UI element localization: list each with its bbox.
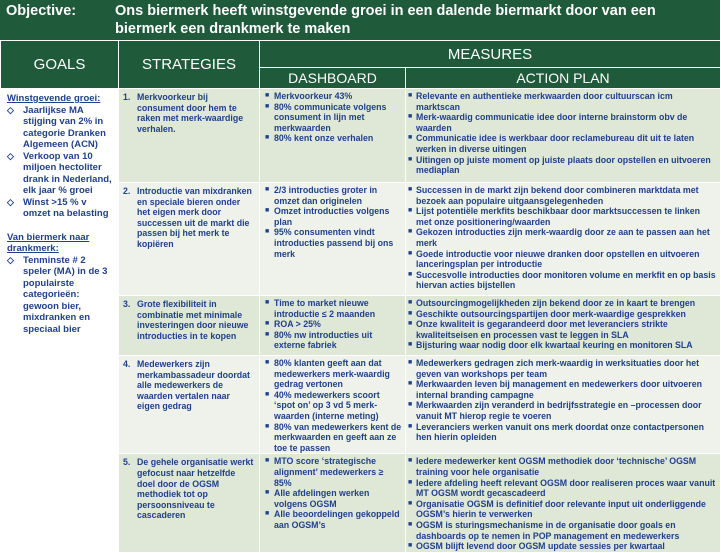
strategy-cell: 3. Grote flexibiliteit in combinatie met minimale investeringen door nieuwe introducties in te kopen [119, 296, 260, 356]
goal-item: ◇ Tenminste # 2 speler (MA) in de 3 populairste categorieën: gewoon bier, mixdranken en speciaal bier [7, 254, 108, 335]
dashboard-cell [260, 296, 406, 356]
strategy-cell: 1. Merkvoorkeur bij consument door hem te raken met merk-waardige verhalen. [119, 89, 260, 183]
bullet-icon: ■ [408, 92, 413, 99]
strategy-cell: 4. Medewerkers zijn merkambassadeur doordat alle medewerkers de waarden vertalen naar eigen gedrag [119, 356, 260, 454]
action-item: ■ Iedere afdeling heeft relevant OGSM door realiseren proces waar vanuit MT OGSM wordt gecascadeerd [408, 477, 716, 499]
bullet-icon: ■ [408, 186, 413, 193]
diamond-icon: ◇ [7, 150, 14, 161]
diamond-icon: ◇ [7, 196, 14, 207]
bullet-icon: ■ [265, 359, 270, 366]
bullet-icon: ■ [408, 457, 413, 465]
dashboard-cell [260, 89, 406, 183]
action-item: ■ OGSM blijft levend door OGSM update sessies per kwartaal [408, 541, 665, 552]
dashboard-item: ■ 80% kent onze verhalen [265, 133, 374, 144]
bullet-icon: ■ [408, 359, 413, 366]
action-item: ■ Iedere medewerker kent OGSM methodiek door ‘technische’ OGSM training voor hele organisatie [408, 456, 697, 477]
header-measures: MEASURES [260, 41, 721, 68]
goal-item: ◇ Verkoop van 10 miljoen hectoliter drank in Nederland, elk jaar % groei [7, 150, 112, 196]
action-item: ■ Merk-waardig communicatie idee door interne brainstorm obv de waarden [408, 112, 688, 133]
goal-group-title: Winstgevende groei: [7, 93, 101, 104]
action-item: ■ Uitingen op juiste moment op juiste plaats door opstellen en uitvoeren mediaplan [408, 154, 711, 176]
dashboard-item: ■ MTO score ‘strategische alignment’ medewerkers ≥ 85% [265, 456, 384, 488]
diamond-icon: ◇ [7, 254, 14, 265]
bullet-icon: ■ [408, 113, 413, 121]
bullet-icon: ■ [265, 186, 270, 193]
bullet-icon: ■ [408, 320, 413, 328]
bullet-icon: ■ [408, 542, 413, 550]
goal-item: ◇ Winst >15 % v omzet na belasting [7, 196, 109, 219]
bullet-icon: ■ [265, 299, 270, 306]
bullet-icon: ■ [265, 330, 270, 338]
bullet-icon: ■ [408, 309, 413, 317]
bullet-icon: ■ [408, 155, 413, 163]
bullet-icon: ■ [265, 207, 270, 215]
diamond-icon: ◇ [7, 104, 14, 115]
bullet-icon: ■ [265, 92, 270, 99]
dashboard-cell [260, 454, 406, 552]
objective-text: Ons biermerk heeft winstgevende groei in een dalende biermarkt door van een biermerk een drankmerk te maken [115, 3, 656, 37]
bullet-icon: ■ [408, 499, 413, 507]
dashboard-item: ■ 95% consumenten vindt introducties passend bij ons merk [265, 227, 394, 259]
bullet-icon: ■ [265, 457, 270, 465]
bullet-icon: ■ [408, 422, 413, 430]
dashboard-item: ■ Omzet introducties volgens plan [265, 206, 390, 227]
action-item: ■ Succesvolle introducties door monitoren volume en merkfit en op basis hiervan acties bijstellen [408, 269, 716, 291]
objective-banner [0, 0, 720, 40]
bullet-icon: ■ [408, 228, 413, 236]
goal-group-title: Van biermerk naar drankmerk: [7, 231, 90, 254]
bullet-icon: ■ [265, 102, 270, 110]
action-item: ■ Lijst potentiële merkfits beschikbaar door marktsuccessen te linken met onze positionering/waarden [408, 206, 701, 227]
action-item: ■ OGSM is sturingsmechanisme in de organisatie door goals en dashboards op te nemen in POP management en medewerkers [408, 519, 680, 541]
action-item: ■ Gekozen introducties zijn merk-waardig door ze aan te passen aan het merk [408, 227, 710, 248]
bullet-icon: ■ [265, 390, 270, 398]
dashboard-item: ■ Alle beoordelingen gekoppeld aan OGSM’s [265, 509, 400, 530]
bullet-icon: ■ [408, 478, 413, 486]
bullet-icon: ■ [408, 299, 413, 306]
bullet-icon: ■ [265, 134, 270, 142]
bullet-icon: ■ [408, 380, 413, 388]
dashboard-cell [260, 356, 406, 454]
dashboard-item: ■ Alle afdelingen werken volgens OGSM [265, 488, 370, 509]
bullet-icon: ■ [408, 249, 413, 257]
bullet-icon: ■ [265, 320, 270, 328]
header-strategies: STRATEGIES [119, 41, 260, 89]
objective-label: Objective: [6, 3, 77, 19]
dashboard-item: ■ Merkvoorkeur 43% [265, 91, 353, 101]
bullet-icon: ■ [408, 270, 413, 278]
goal-item: ◇ Jaarlijkse MA stijging van 2% in categorie Dranken Algemeen (ACN) [7, 104, 106, 150]
bullet-icon: ■ [265, 489, 270, 497]
action-item: ■ Organisatie OGSM is definitief door relevante input uit onderliggende OGSM’s hierin te verwerken [408, 498, 706, 520]
action-item: ■ Medewerkers gedragen zich merk-waardig in werksituaties door het geven van workshops per team [408, 358, 700, 379]
action-plan-cell [406, 89, 721, 183]
strategy-cell: 5. De gehele organisatie werkt gefocust naar hetzelfde doel door de OGSM methodiek tot op persoonsniveau te cascaderen [119, 454, 260, 552]
action-item: ■ Merkwaarden leven bij management en medewerkers door uitvoeren internal branding campagne [408, 379, 702, 400]
bullet-icon: ■ [265, 422, 270, 430]
action-item: ■ Bijsturing waar nodig door elk kwartaal keuring en monitoren SLA [408, 340, 693, 351]
action-item: ■ Geschikte outsourcingspartijen door merk-waardige gesprekken [408, 308, 686, 319]
action-item: ■ Outsourcingmogelijkheden zijn bekend door ze in kaart te brengen [408, 298, 696, 308]
dashboard-cell [260, 183, 406, 296]
goals-cell [1, 89, 119, 553]
action-item: ■ Leveranciers werken vanuit ons merk doordat onze contactpersonen hen hierin opleiden [408, 421, 704, 443]
dashboard-item: ■ Time to market nieuwe introductie ≤ 2 maanden [265, 298, 376, 319]
bullet-icon: ■ [265, 510, 270, 518]
action-item: ■ Successen in de markt zijn bekend door combineren marktdata met bezoek aan populaire uitgaansgelegenheden [408, 185, 699, 206]
dashboard-item: ■ 2/3 introducties groter in omzet dan originelen [265, 185, 378, 206]
dashboard-item: ■ 80% klanten geeft aan dat medewerkers merk-waardig gedrag vertonen [265, 358, 390, 390]
bullet-icon: ■ [265, 228, 270, 236]
dashboard-item: ■ 80% nw introducties uit externe fabriek [265, 329, 373, 351]
bullet-icon: ■ [408, 134, 413, 142]
action-plan-cell [406, 356, 721, 454]
header-dashboard: DASHBOARD [260, 68, 406, 89]
header-action-plan: ACTION PLAN [406, 68, 721, 89]
bullet-icon: ■ [408, 520, 413, 528]
action-plan-cell [406, 454, 721, 552]
action-plan-cell [406, 183, 721, 296]
action-item: ■ Onze kwaliteit is gegarandeerd door met leveranciers strikte kwaliteitseisen en processen vast te leggen in SLA [408, 319, 668, 340]
bullet-icon: ■ [408, 401, 413, 409]
action-item: ■ Merkwaarden zijn veranderd in bedrijfsstrategie en –processen door vanuit MT hierop regie te voeren [408, 400, 702, 421]
header-goals: GOALS [1, 41, 119, 89]
dashboard-item: ■ 40% medewerkers scoort ‘spot on’ op 3 vd 5 merk-waarden (interne meting) [265, 389, 380, 421]
ogsm-table [0, 40, 721, 553]
bullet-icon: ■ [408, 341, 413, 349]
dashboard-item: ■ 80% van medewerkers kent de merkwaarden en geeft aan ze toe te passen [265, 421, 402, 453]
action-item: ■ Communicatie idee is werkbaar door reclamebureau dit uit te laten werken in diverse uitingen [408, 133, 695, 154]
strategy-cell: 2. Introductie van mixdranken en speciale bieren onder het eigen merk door successen uit de markt die passen bij het merk te kopiëren [119, 183, 260, 296]
action-plan-cell [406, 296, 721, 356]
dashboard-item: ■ 80% communicate volgens consument in lijn met merkwaarden [265, 101, 387, 133]
dashboard-item: ■ ROA > 25% [265, 319, 321, 330]
bullet-icon: ■ [408, 207, 413, 215]
action-item: ■ Goede introductie voor nieuwe dranken door opstellen en uitvoeren lanceringsplan per introductie [408, 248, 700, 270]
action-item: ■ Relevante en authentieke merkwaarden door cultuurscan icm marktscan [408, 91, 673, 112]
